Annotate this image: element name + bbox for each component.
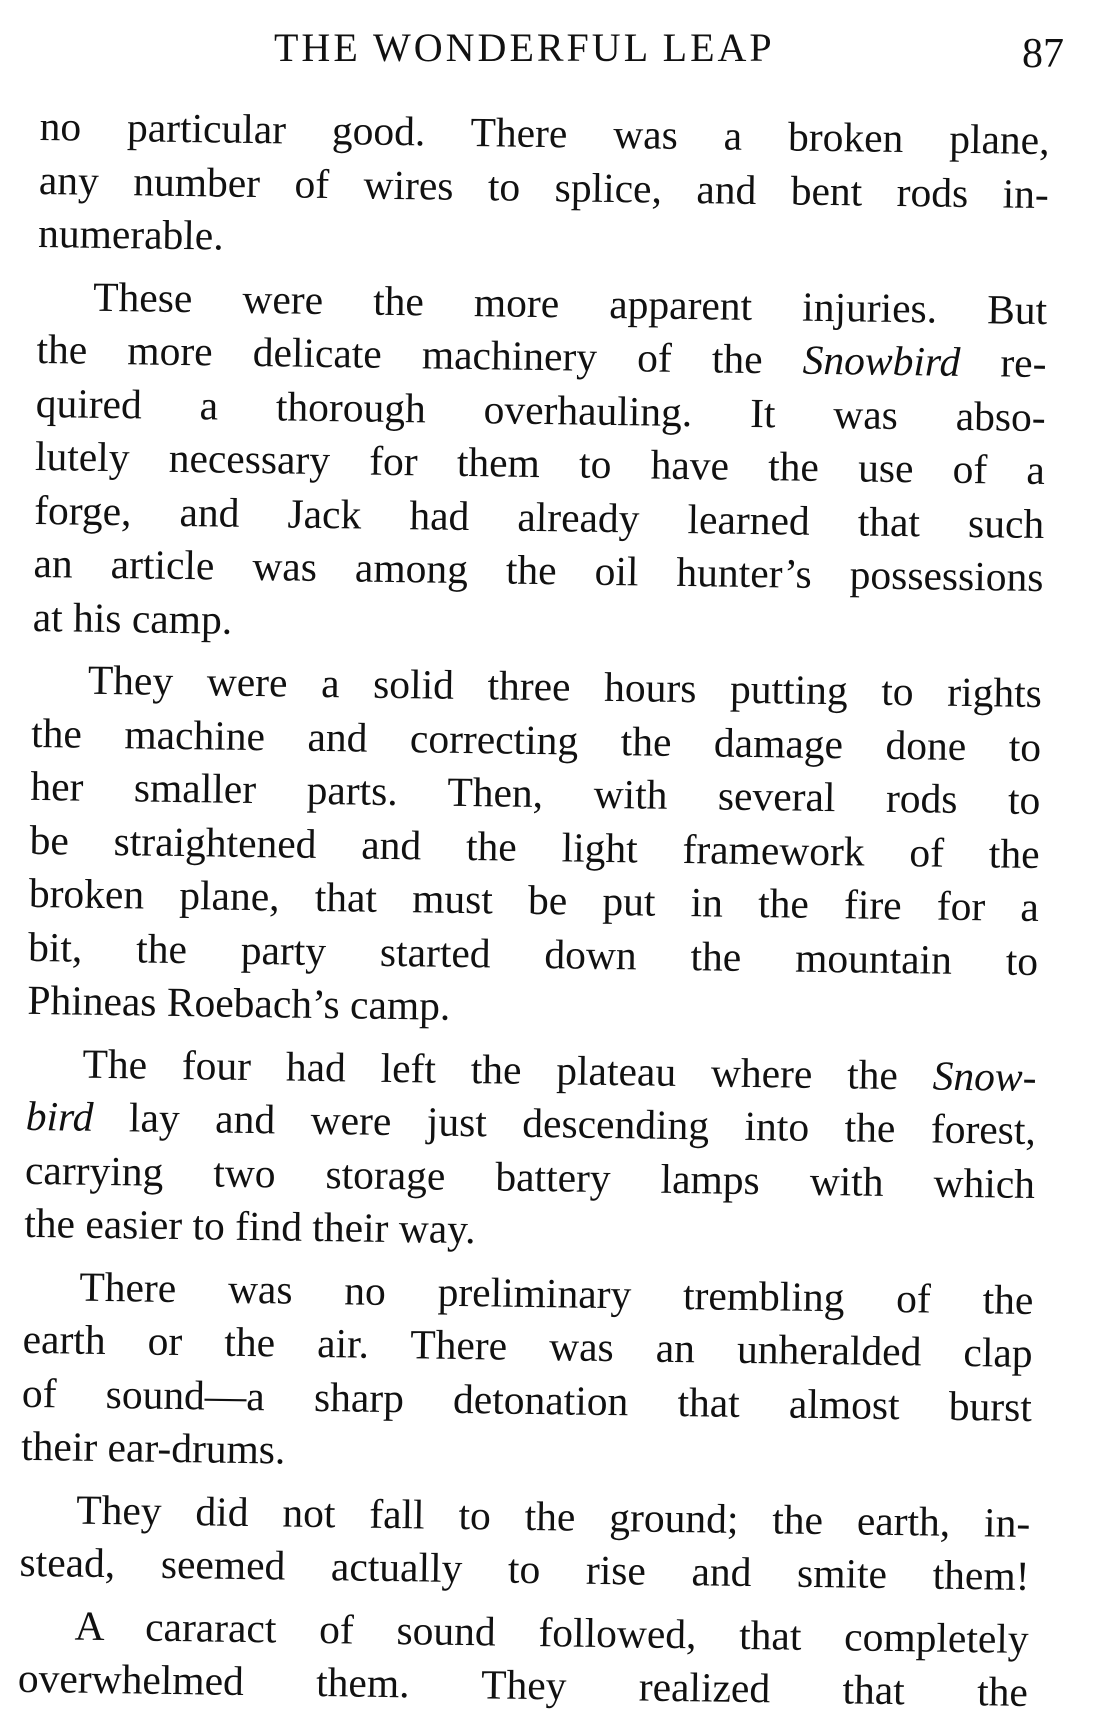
text-line: numerable. — [37, 209, 224, 259]
paragraph-6 — [19, 1482, 1030, 1603]
paragraph-3 — [27, 653, 1042, 1042]
text-line: They were a solid three hours putting to rights — [87, 656, 1043, 717]
text-line: They did not fall to the ground; the earth, in- — [76, 1486, 1031, 1546]
running-head — [250, 18, 1064, 78]
text-line: The four had left the plateau where the Snow- — [82, 1040, 1037, 1100]
text-line: any number of wires to splice, and bent rods in- — [38, 156, 1050, 217]
text-line: Phineas Roebach’s camp. — [27, 976, 451, 1029]
text-line: There was no preliminary trembling of the — [79, 1263, 1034, 1323]
text-line: carrying two storage battery lamps with which — [24, 1146, 1036, 1207]
running-title: THE WONDERFUL LEAP — [274, 25, 775, 70]
text-line: no particular good. There was a broken plane, — [39, 102, 1050, 164]
paragraph-2 — [32, 269, 1047, 658]
paragraph-4 — [24, 1036, 1037, 1264]
text-line: her smaller parts. Then, with several rods to — [30, 762, 1041, 824]
text-line: overwhelmed them. They realized that the — [17, 1654, 1029, 1715]
text-line: forge, and Jack had already learned that such — [33, 486, 1045, 547]
text-line: These were the more apparent injuries. But — [92, 273, 1048, 333]
text-line: their ear-drums. — [20, 1422, 286, 1473]
body-text — [17, 100, 1049, 1728]
text-line: of sound—a sharp detonation that almost burst — [21, 1369, 1033, 1430]
text-line: earth or the air. There was an unheralded clap — [22, 1315, 1033, 1376]
text-line: the more delicate machinery of the Snowbird re- — [36, 325, 1047, 387]
page-number: 87 — [1022, 31, 1064, 77]
paragraph-5 — [21, 1259, 1034, 1487]
text-line: broken plane, that must be put in the fire for a — [28, 869, 1040, 931]
text-line: bit, the party started down the mountain to — [27, 923, 1039, 984]
text-line: lutely necessary for them to have the use of a — [34, 432, 1046, 494]
text-line: at his camp. — [32, 593, 233, 643]
text-line: the easier to find their way. — [23, 1199, 476, 1253]
text-line: bird lay and were just descending into the forest, — [25, 1092, 1037, 1154]
text-line: be straightened and the light framework of the — [29, 816, 1040, 877]
text-line: quired a thorough overhauling. It was abso- — [35, 379, 1046, 440]
text-line: A cararact of sound followed, that completely — [74, 1602, 1029, 1662]
paragraph-1 — [38, 100, 1050, 275]
text-line: stead, seemed actually to rise and smite them! — [19, 1538, 1030, 1599]
paragraph-7 — [18, 1598, 1029, 1719]
text-line: the machine and correcting the damage done to — [30, 709, 1042, 770]
text-line: an article was among the oil hunter’s possessions — [33, 539, 1044, 601]
